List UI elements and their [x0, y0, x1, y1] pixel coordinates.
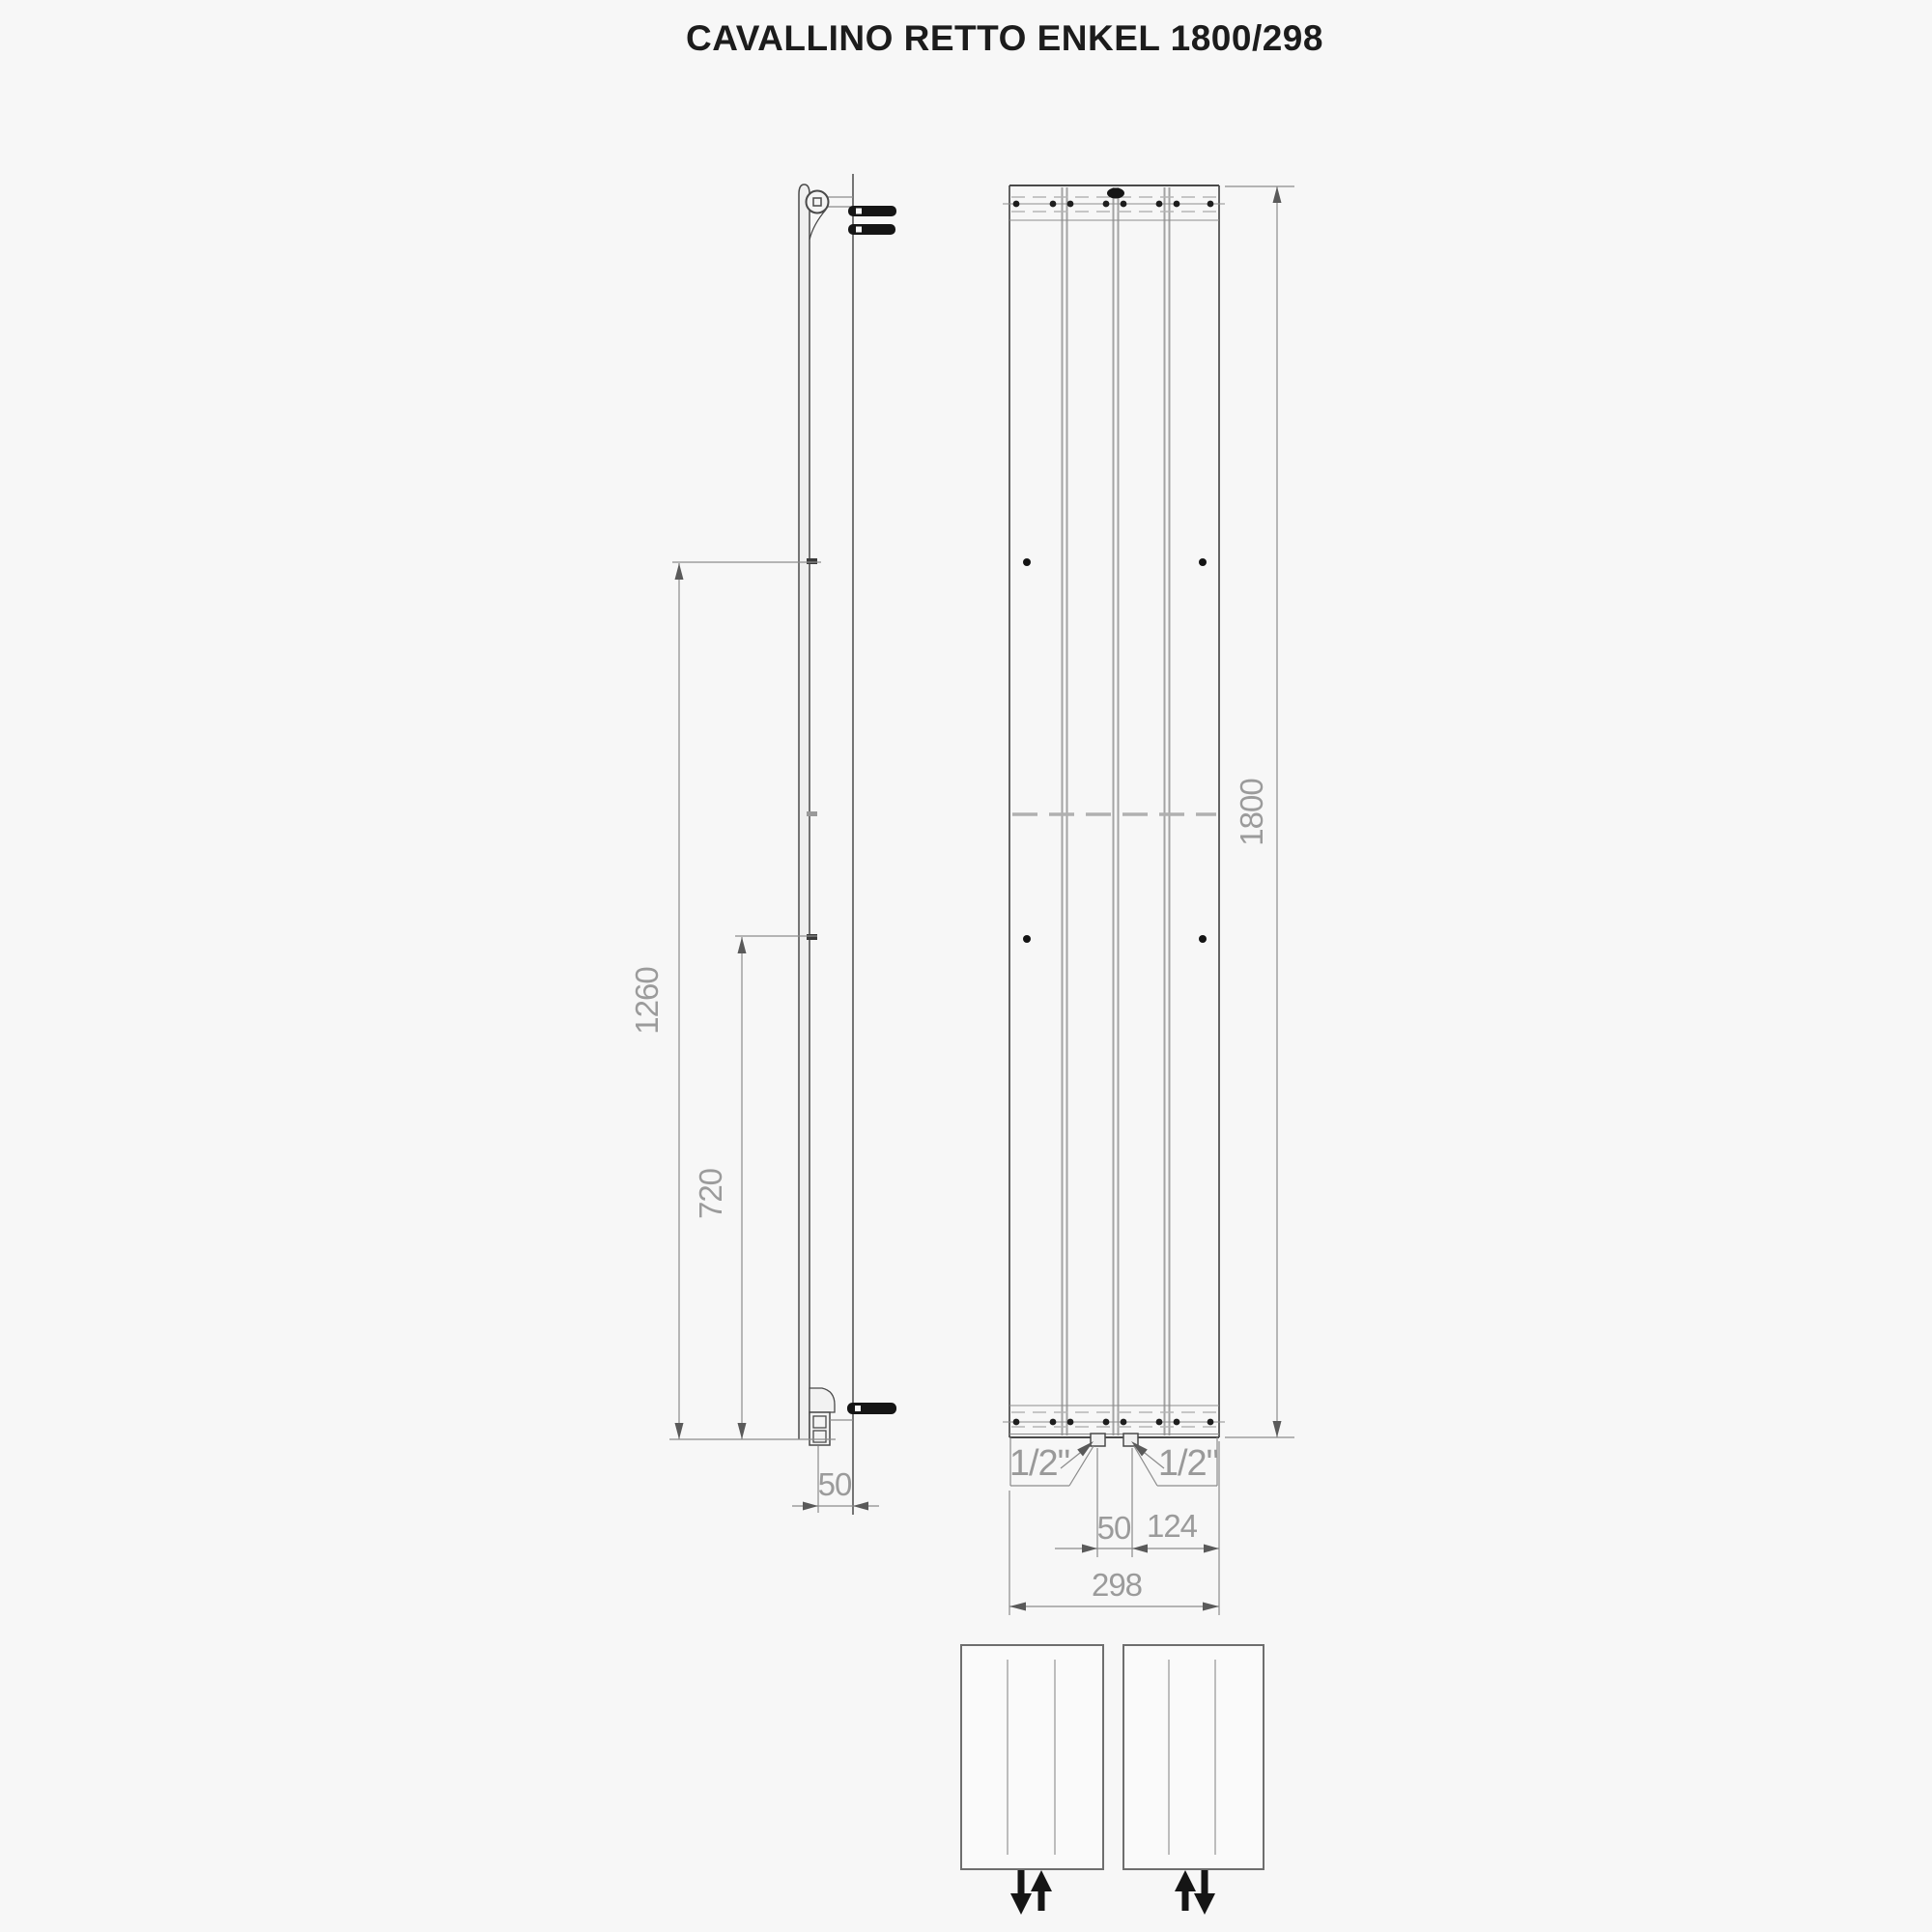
- dim-1800-label: 1800: [1234, 779, 1269, 846]
- front-view-dimensions: [1009, 186, 1294, 1615]
- dim-124-label: 124: [1146, 1508, 1198, 1544]
- dim-298-label: 298: [1091, 1567, 1143, 1603]
- front-view: [1003, 185, 1225, 1486]
- dim-1800: [1225, 186, 1294, 1437]
- flow-arrow-down-icon: [1194, 1870, 1215, 1915]
- dim-wall-50: [792, 1446, 879, 1513]
- flow-diagram-right: [1123, 1645, 1264, 1915]
- dim-1260-label: 1260: [629, 967, 665, 1035]
- dim-conn-50-label: 50: [1096, 1510, 1131, 1546]
- dim-1260: [629, 562, 821, 1439]
- mounting-holes: [1023, 558, 1207, 943]
- center-mark: [807, 811, 817, 816]
- side-view: [799, 174, 896, 1515]
- air-vent-icon: [1107, 188, 1124, 199]
- top-wall-bracket: [807, 191, 854, 241]
- flow-arrow-up-icon: [1175, 1870, 1196, 1911]
- lower-bracket-mark: [807, 934, 817, 940]
- mounting-screw-icon: [847, 1403, 896, 1414]
- bottom-valve: [810, 1388, 853, 1445]
- connection-right-label: 1/2": [1157, 1443, 1219, 1484]
- side-view-dimensions: [629, 562, 879, 1513]
- panel-grooves: [1063, 187, 1170, 1435]
- dim-298: [1009, 1567, 1219, 1611]
- dim-720-label: 720: [693, 1168, 728, 1220]
- mounting-screw-icon: [848, 206, 896, 235]
- connection-left-callout: [1009, 1441, 1094, 1484]
- flow-arrow-down-icon: [1010, 1870, 1032, 1915]
- dim-wall-50-label: 50: [817, 1466, 852, 1502]
- page-title: CAVALLINO RETTO ENKEL 1800/298: [686, 18, 1323, 58]
- dim-conn-50-124: [1055, 1508, 1219, 1553]
- upper-bracket-mark: [807, 558, 817, 564]
- flow-diagram-left: [961, 1645, 1103, 1915]
- connection-left-label: 1/2": [1009, 1443, 1070, 1484]
- flow-arrow-up-icon: [1031, 1870, 1052, 1911]
